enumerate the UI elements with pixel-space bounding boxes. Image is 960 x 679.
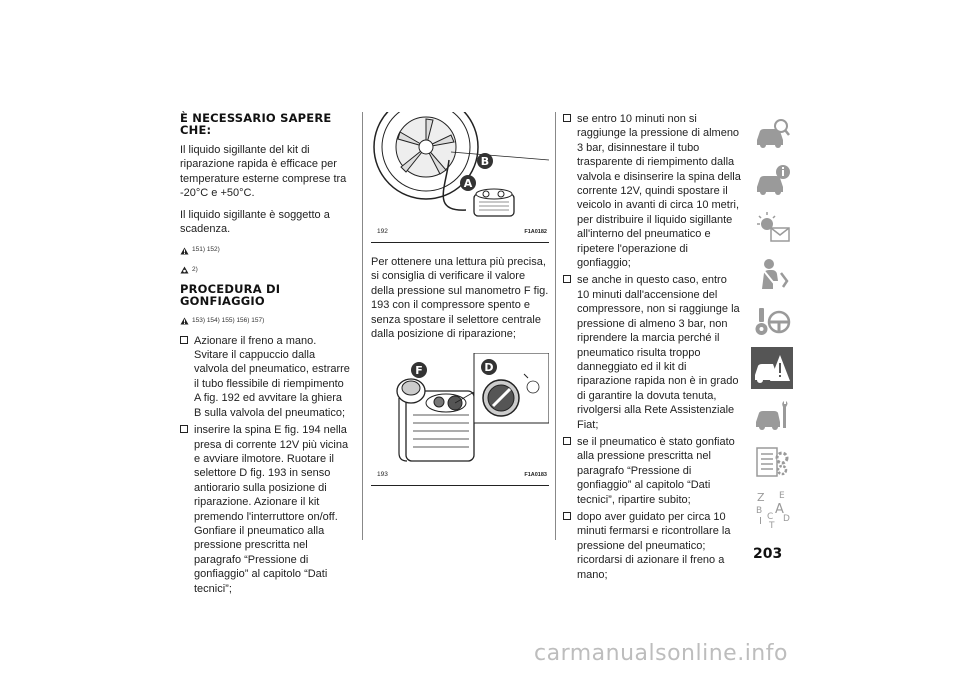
list-item: dopo aver guidato per circa 10 minuti fermarsi e ricontrollare la pressione del pneumatico; ricordarsi di azionare il freno a mano;	[563, 510, 741, 582]
list-item: se il pneumatico è stato gonfiato alla pressione prescritta nel paragrafo “Pressione di gonfiaggio” al capitolo “Dati tecnici”, ripartire subito;	[563, 435, 741, 507]
compressor-selector-illustration	[371, 353, 549, 473]
warning-light-mail-icon[interactable]	[751, 206, 793, 248]
section-title-procedura: PROCEDURA DI GONFIAGGIO	[180, 282, 281, 309]
label-d: D	[484, 361, 494, 375]
column-divider	[555, 112, 556, 540]
list-item: Azionare il freno a mano. Svitare il cappuccio dalla valvola del pneumatico, estrarre il tubo flessibile di riempimento A fig. 192 ed avvitare la ghiera B sulla valvola del pneumatico;	[180, 334, 352, 420]
column-2	[371, 112, 549, 486]
svg-text:E: E	[779, 491, 785, 501]
tire-compressor-illustration	[371, 112, 549, 230]
chapter-sidebar	[751, 112, 793, 535]
warning-reference	[180, 243, 352, 257]
label-a: A	[463, 177, 473, 190]
car-search-icon[interactable]	[751, 112, 793, 154]
label-f: F	[415, 364, 423, 378]
warning-reference-text: 151) 152)	[192, 246, 220, 254]
note-triangle-icon	[180, 266, 189, 274]
svg-text:A: A	[775, 502, 784, 517]
list-item: inserire la spina E fig. 194 nella presa di corrente 12V più vicina e avviare ilmotore. Ruotare il selettore D fig. 193 in senso antiorario sulla posizione di riparazione. Azionare il kit premendo l'interruttore on/off. Gonfiare il pneumatico alla pressione prescritta nel paragrafo “Pressione di gonfiaggio” al capitolo “Dati tecnici”;	[180, 423, 352, 596]
procedure-list-continued	[563, 112, 741, 582]
column-1	[180, 112, 352, 599]
car-info-icon[interactable]	[751, 159, 793, 201]
checkbox-bullet-icon	[563, 512, 571, 520]
key-steering-wheel-icon[interactable]	[751, 300, 793, 342]
list-item: se entro 10 minuti non si raggiunge la pressione di almeno 3 bar, disinnestare il tubo trasparente di riempimento dalla valvola e disinserire la spina della corrente 12V, quindi spostare il veicolo in avanti di circa 10 metri, per distribuire il liquido sigillante all'interno del pneumatico e ripetere l'operazione di gonfiaggio;	[563, 112, 741, 270]
figure-192	[371, 112, 549, 243]
section-title-necessario: È NECESSARIO SAPERE CHE:	[180, 111, 332, 137]
note-reference	[180, 263, 352, 277]
figure-number: 193	[377, 471, 388, 479]
paragraph-manometro: Per ottenere una lettura più precisa, si consiglia di verificare il valore della pressione sul manometro F fig. 193 con il compressore spento e senza spostare il selettore centrale dalla posizione di riparazione;	[371, 256, 549, 341]
figure-193	[371, 353, 549, 486]
page-number: 203	[753, 546, 783, 562]
svg-text:T: T	[769, 521, 775, 528]
warning-triangle-icon	[180, 247, 189, 255]
warning-reference-text: 153) 154) 155) 156) 157)	[192, 317, 265, 325]
svg-text:C: C	[767, 512, 774, 522]
list-gear-icon[interactable]	[751, 441, 793, 483]
svg-text:I: I	[759, 516, 762, 527]
column-divider	[362, 112, 363, 540]
list-item: se anche in questo caso, entro 10 minuti dall'accensione del compressore, non si raggiunge la pressione di almeno 3 bar, non riprendere la marcia perché il pneumatico risulta troppo danneggiato ed il kit di riparazione rapida non è in grado di garantire la dovuta tenuta, rivolgersi alla Rete Assistenziale Fiat;	[563, 273, 741, 431]
checkbox-bullet-icon	[563, 437, 571, 445]
car-warning-triangle-icon[interactable]	[751, 347, 793, 389]
svg-text:B: B	[756, 506, 763, 516]
watermark: carmanualsonline.info	[534, 641, 788, 666]
figure-code: F1A0182	[524, 228, 547, 235]
svg-text:Z: Z	[757, 491, 765, 504]
checkbox-bullet-icon	[563, 114, 571, 122]
car-wrench-icon[interactable]	[751, 394, 793, 436]
figure-code: F1A0183	[524, 472, 547, 479]
person-seatbelt-icon[interactable]	[751, 253, 793, 295]
paragraph-temperature: Il liquido sigillante del kit di riparazione rapida è efficace per temperature esterne comprese tra -20°C e +50°C.	[180, 144, 347, 200]
paragraph-scadenza: Il liquido sigillante è soggetto a scadenza.	[180, 208, 330, 236]
checkbox-bullet-icon	[180, 336, 188, 344]
label-b: B	[480, 155, 490, 168]
checkbox-bullet-icon	[180, 425, 188, 433]
checkbox-bullet-icon	[563, 275, 571, 283]
note-reference-text: 2)	[192, 265, 198, 273]
svg-text:D: D	[783, 514, 790, 524]
warning-triangle-icon	[180, 317, 189, 325]
alphabet-index-icon[interactable]	[751, 488, 793, 530]
column-3	[563, 112, 741, 585]
warning-reference-procedura	[180, 314, 352, 328]
procedure-list	[180, 334, 352, 596]
figure-number: 192	[377, 227, 388, 235]
